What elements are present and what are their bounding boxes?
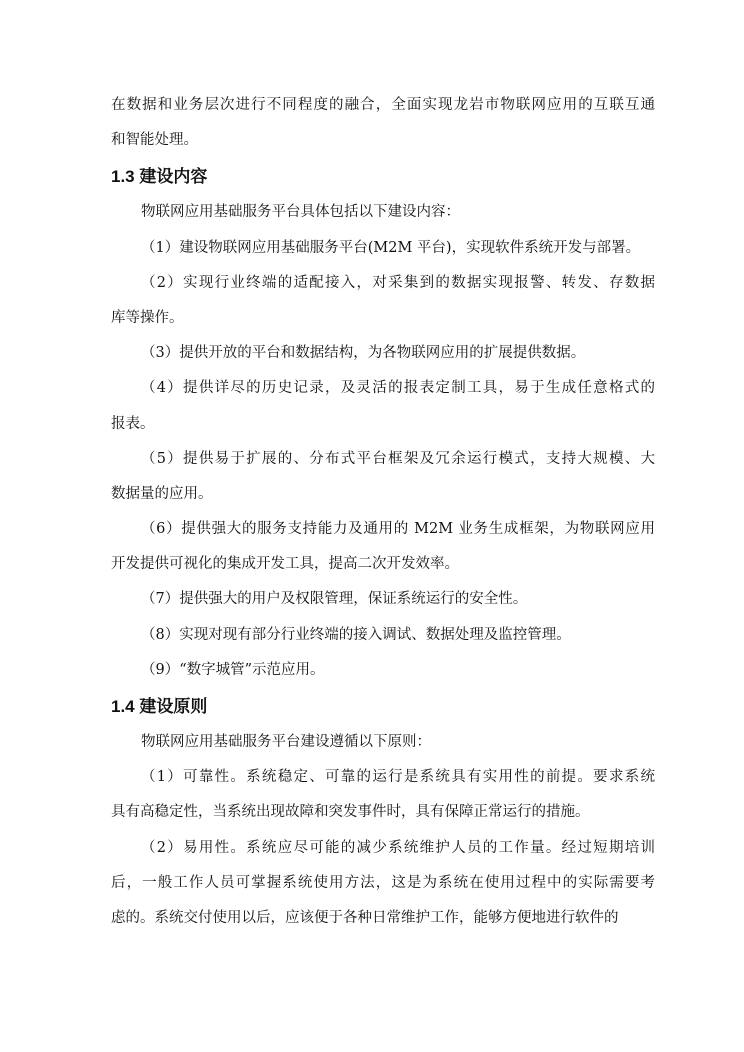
paragraph-line: （4）提供详尽的历史记录，及灵活的报表定制工具，易于生成任意格式的 [141, 380, 655, 397]
paragraph-line: （5）提供易于扩展的、分布式平台框架及冗余运行模式，支持大规模、大 [141, 450, 655, 467]
paragraph-line: 具有高稳定性，当系统出现故障和突发事件时，具有保障正常运行的措施。 [111, 804, 590, 821]
paragraph [111, 653, 655, 688]
paragraph [111, 760, 655, 830]
paragraph-line: 报表。 [111, 415, 155, 432]
paragraph [111, 725, 655, 760]
paragraph-line: （7）提供强大的用户及权限管理，保证系统运行的安全性。 [141, 591, 528, 608]
paragraph [111, 512, 655, 582]
paragraph-line: 开发提供可视化的集成开发工具，提高二次开发效率。 [111, 556, 459, 573]
document-page [111, 88, 655, 936]
paragraph-line: （2）实现行业终端的适配接入，对采集到的数据实现报警、转发、存数据 [141, 274, 655, 291]
paragraph-line: 后，一般工作人员可掌握系统使用方法，这是为系统在使用过程中的实际需要考 [111, 874, 655, 891]
paragraph [111, 831, 655, 937]
paragraph [111, 195, 655, 230]
section-heading: 1.3 建设内容 [111, 167, 208, 187]
paragraph [111, 618, 655, 653]
paragraph-line: （1）可靠性。系统稳定、可靠的运行是系统具有实用性的前提。要求系统 [141, 769, 655, 786]
paragraph-line: （9）“数字城管”示范应用。 [141, 661, 325, 678]
paragraph-line: 物联网应用基础服务平台具体包括以下建设内容： [141, 204, 460, 221]
paragraph-line: 和智能处理。 [111, 132, 198, 149]
paragraph [111, 442, 655, 512]
paragraph [111, 582, 655, 617]
paragraph [111, 88, 655, 158]
paragraph-line: （3）提供开放的平台和数据结构，为各物联网应用的扩展提供数据。 [141, 345, 586, 362]
paragraph-line: （1）建设物联网应用基础服务平台(M2M 平台)，实现软件系统开发与部署。 [141, 239, 641, 256]
paragraph-line: 在数据和业务层次进行不同程度的融合，全面实现龙岩市物联网应用的互联互通 [111, 97, 655, 113]
paragraph-line: 物联网应用基础服务平台建设遵循以下原则： [141, 734, 431, 750]
section-heading: 1.4 建设原则 [111, 697, 208, 716]
paragraph-line: 库等操作。 [111, 309, 184, 326]
paragraph [111, 336, 655, 371]
paragraph [111, 231, 655, 266]
paragraph-line: （6）提供强大的服务支持能力及通用的 M2M 业务生成框架，为物联网应用 [141, 521, 655, 538]
paragraph-line: 数据量的应用。 [111, 485, 213, 502]
paragraph [111, 266, 655, 336]
paragraph-line: 虑的。系统交付使用以后，应该便于各种日常维护工作，能够方便地进行软件的 [111, 909, 619, 926]
paragraph-line: （2）易用性。系统应尽可能的减少系统维护人员的工作量。经过短期培训 [141, 839, 655, 856]
paragraph-line: （8）实现对现有部分行业终端的接入调试、数据处理及监控管理。 [141, 626, 571, 643]
paragraph [111, 371, 655, 441]
